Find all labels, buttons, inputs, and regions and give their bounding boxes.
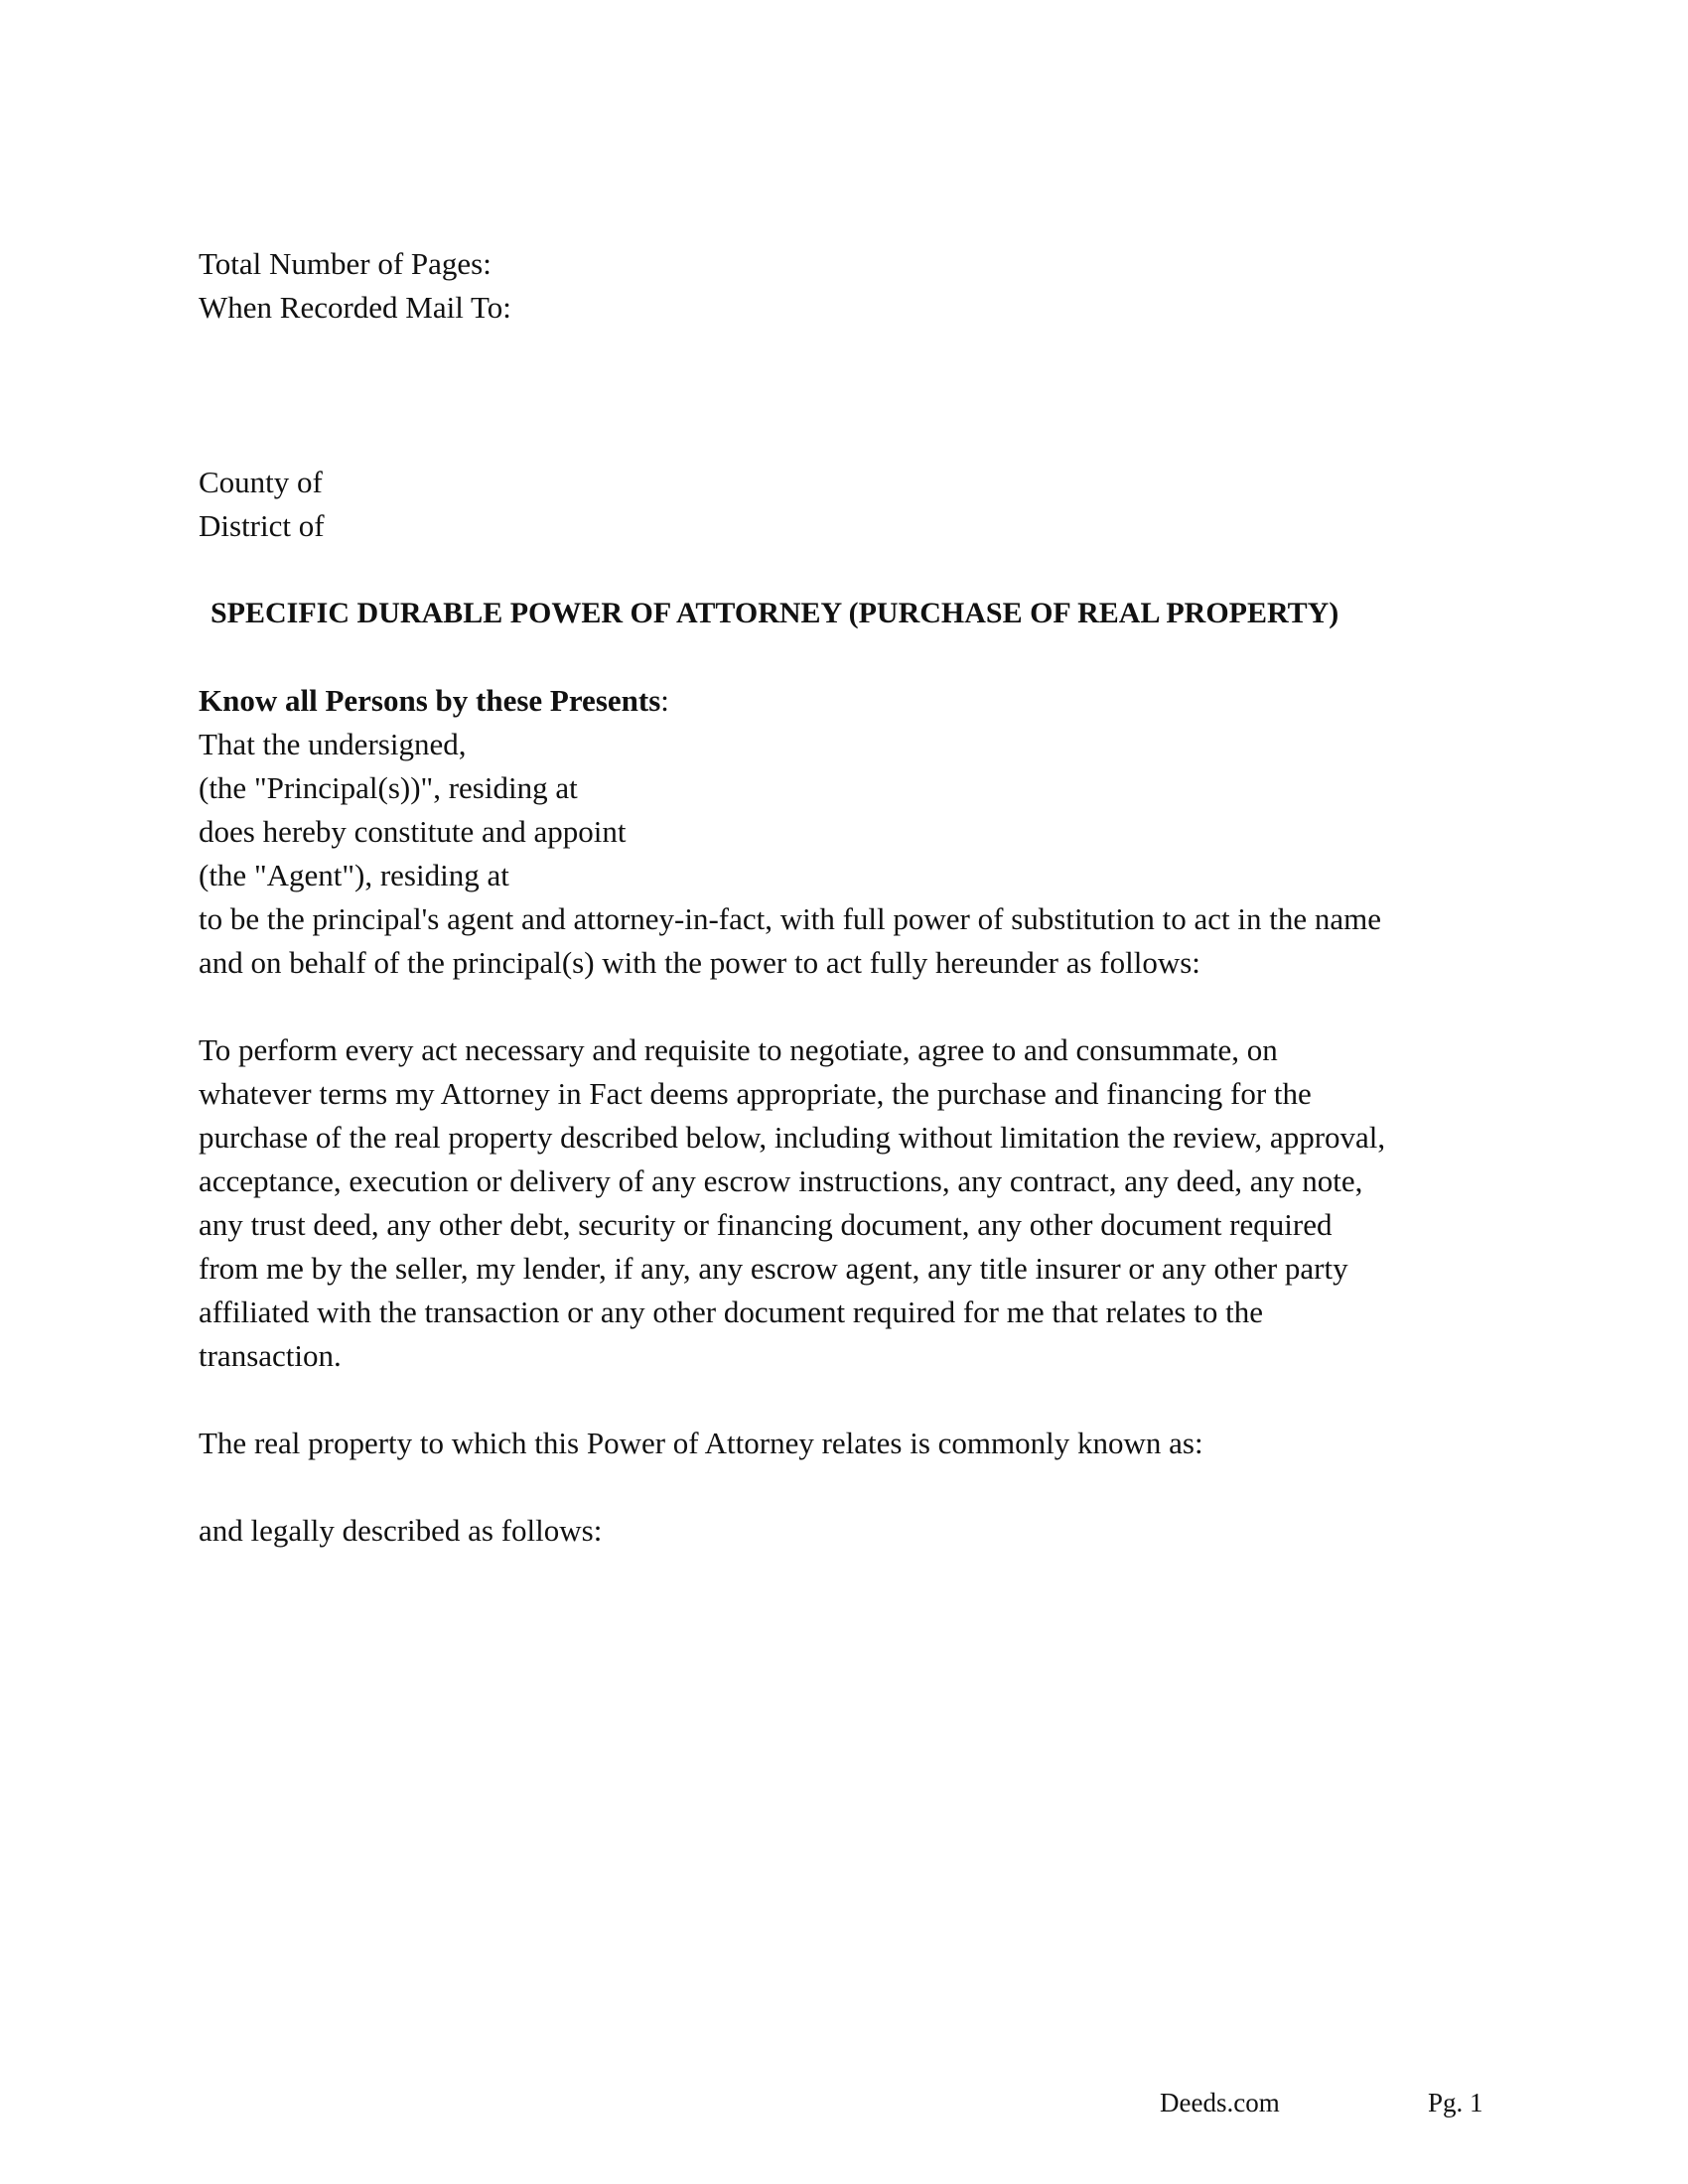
powers-line: affiliated with the transaction or any other document required for me that relates to the bbox=[199, 1295, 1263, 1329]
intro-line: (the "Principal(s))", residing at bbox=[199, 770, 578, 805]
property-legal-description: and legally described as follows: bbox=[199, 1513, 603, 1548]
powers-line: acceptance, execution or delivery of any escrow instructions, any contract, any deed, any note, bbox=[199, 1163, 1363, 1198]
intro-line: and on behalf of the principal(s) with the power to act fully hereunder as follows: bbox=[199, 945, 1200, 980]
powers-line: whatever terms my Attorney in Fact deems appropriate, the purchase and financing for the bbox=[199, 1076, 1312, 1111]
intro-line: (the "Agent"), residing at bbox=[199, 858, 509, 892]
intro-line: does hereby constitute and appoint bbox=[199, 814, 627, 849]
intro-heading: Know all Persons by these Presents bbox=[199, 683, 661, 718]
district-label: District of bbox=[199, 508, 325, 543]
intro-heading-line bbox=[199, 679, 1489, 723]
spacer bbox=[199, 548, 1489, 592]
powers-line: any trust deed, any other debt, security or financing document, any other document required bbox=[199, 1207, 1333, 1242]
mail-to-label: When Recorded Mail To: bbox=[199, 290, 511, 325]
total-pages-label: Total Number of Pages: bbox=[199, 246, 492, 281]
document-body bbox=[199, 242, 1489, 1553]
footer-site: Deeds.com bbox=[1160, 2088, 1280, 2117]
document-title: SPECIFIC DURABLE POWER OF ATTORNEY (PURCHASE OF REAL PROPERTY) bbox=[211, 597, 1339, 629]
intro-heading-colon: : bbox=[660, 683, 669, 718]
spacer bbox=[199, 985, 1489, 1028]
property-known-as: The real property to which this Power of Attorney relates is commonly known as: bbox=[199, 1426, 1203, 1460]
powers-line: To perform every act necessary and requisite to negotiate, agree to and consummate, on bbox=[199, 1032, 1278, 1067]
powers-line: transaction. bbox=[199, 1338, 342, 1373]
powers-line: purchase of the real property described below, including without limitation the review, approval, bbox=[199, 1120, 1386, 1155]
intro-line: That the undersigned, bbox=[199, 727, 467, 761]
spacer bbox=[199, 330, 1489, 461]
intro-line: to be the principal's agent and attorney-in-fact, with full power of substitution to act in the name bbox=[199, 901, 1382, 936]
spacer bbox=[199, 1465, 1489, 1509]
spacer bbox=[199, 635, 1489, 679]
intro-paragraph bbox=[199, 679, 1489, 985]
spacer bbox=[199, 1378, 1489, 1422]
county-label: County of bbox=[199, 465, 323, 499]
powers-line: from me by the seller, my lender, if any, any escrow agent, any title insurer or any other party bbox=[199, 1251, 1348, 1286]
powers-paragraph bbox=[199, 1028, 1489, 1378]
footer-page-number: Pg. 1 bbox=[1428, 2088, 1483, 2117]
